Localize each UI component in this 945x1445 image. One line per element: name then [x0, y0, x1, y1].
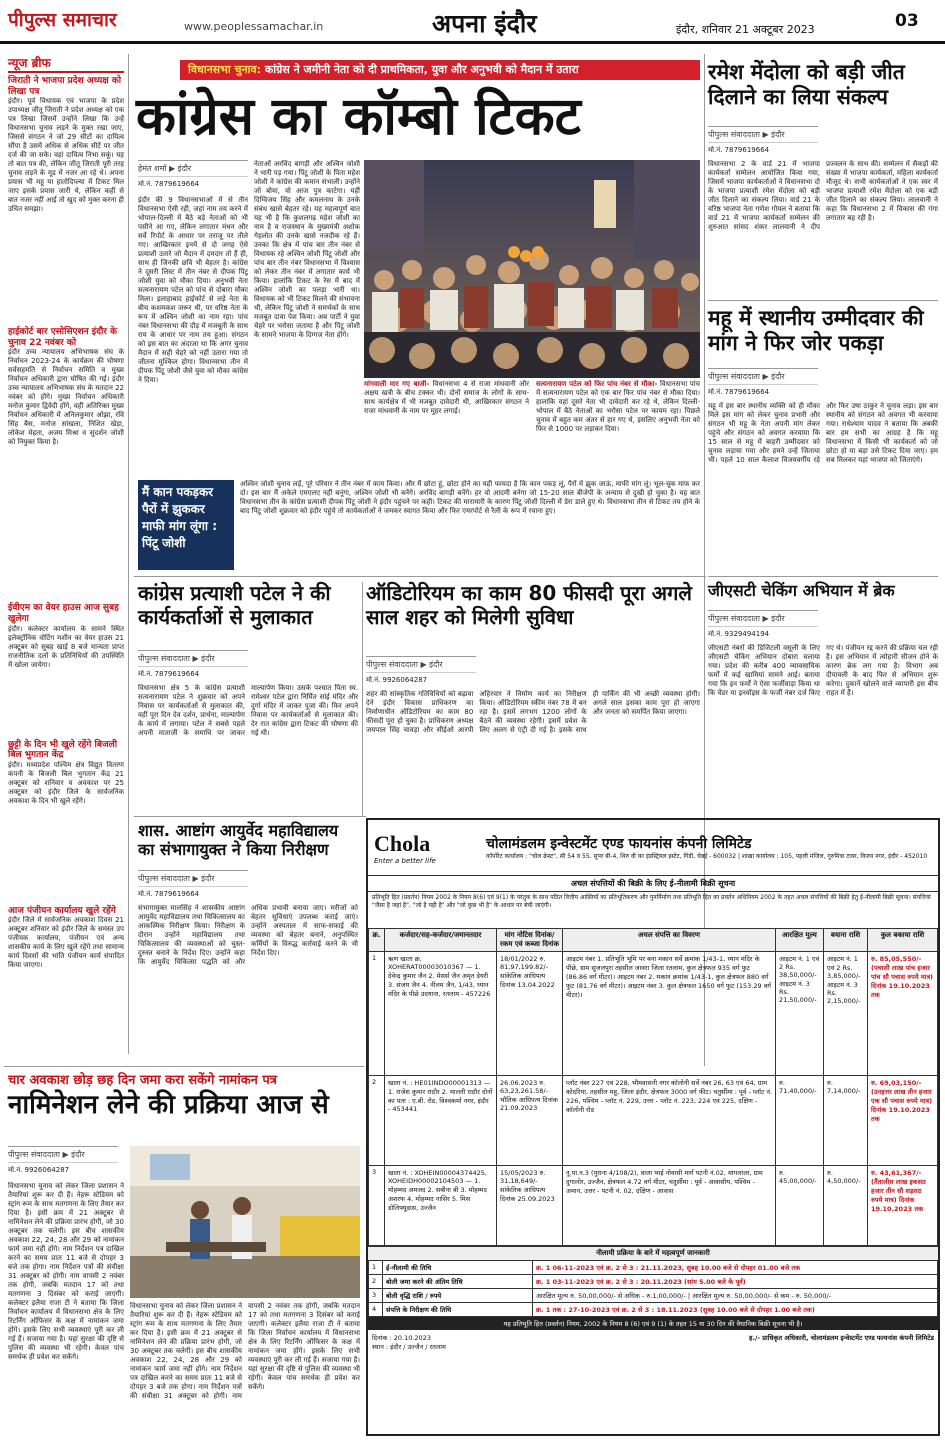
brief-item: [8, 906, 124, 1027]
byline-name: पीपुल्स संवाददाता ▶ इंदौर: [708, 610, 818, 627]
section-divider: [708, 576, 938, 577]
brief-item: [8, 740, 124, 906]
photo-caption-left: [364, 380, 529, 468]
section-divider: [708, 300, 938, 301]
byline-name: पीपुल्स संवाददाता ▶ इंदौर: [138, 650, 248, 667]
date-no: 3: [369, 1289, 383, 1303]
cell-notice: 15/05/2023 रु. 31,18,649/- सांकेतिक आधिपत्य दिनांक 25.09.2023: [497, 1166, 563, 1246]
caption-left-text: विधानसभा 4 से राजा मांधवानी और अक्षय खत्री के बीच टक्कर थी। दोनों समाज के लोगों के साथ-साथ कार्यक्षेत्र में भी मजबूत दावेदारी थी, आखिरकार संगठन ने राजा मांधवानी के नाम पर मुहर लगाई।: [364, 380, 529, 415]
caption-right-text: विधानसभा पांच में सत्यनारायण पटेल को एक बार फिर पांच नंबर से मौका दिया। हालांकि वहां दूसरे नेता भी दावेदारी कर रहे थे, लेकिन दिल्ली-भोपाल में बैठे नेताओं का भरोसा पटेल पर कायम रहा। पिछले चुनाव में बहुत कम अंतर से हार गए थे, इसलिए अनुभवी नेता को फिर से 1000 पर लड़ाकर दिया।: [536, 380, 700, 433]
auditorium-byline: [366, 656, 476, 685]
cell-borrower: खाता नं. : HE01INDO00001313 — 1. राजेश कुमार राठौर 2. मालती राठौर दोनों का पता : ए.बी. रोड, विश्वकर्मा नगर, इंदौर - 453441: [385, 1076, 497, 1166]
lead-byline: [138, 160, 248, 189]
lead-body-col2: नेताओं अरविंद बागड़ी और अश्विन जोशी ने भारी पड़ गया। पिंटू जोशी के पिता महेश जोशी ने कांग्रेस की कमान संभाली। उन्होंने जो बोया, वो आज पुत्र काटेगा। यहीं दिग्विजय सिंह और कमलनाथ के उनके संबंध खासे बेहतर रहे। यह महत्वपूर्ण बात यह भी है कि कुशलगढ़ महेश जोशी का नाम है व राजस्थान के मुख्यमंत्री अशोक गेहलोत की उनके खासे नजदीक रहे हैं। उनका कि क्षेत्र में पांच बार तीन नंबर से विधायक रहे अश्विन जोशी पिंटू जोशी और पांच बार तीन नंबर विधानसभा में विश्वास को लेकर तीन नंबर में लगातार कार्य भी किया। हालांकि टिकट के रेस में बाद में अश्विन जोशी का पलड़ा भारी था। विधायक को भी टिकट मिलने की संभावना थी, लेकिन पिंटू जोशी ने समर्थकों के साथ मजबूत दावा पेश किया। अब पार्टी ने युवा चेहरे पर भरोसा जताया है और पिंटू जोशी के सामने भाजपा के दिग्गज नेता होंगे।: [254, 160, 360, 339]
brief-body: इंदौर। मध्यप्रदेश पश्चिम क्षेत्र विद्युत वितरण कंपनी के बिजली बिल भुगतान केंद्र 21 अक्टूबर को शनिवार व अवकाश पर 25 अक्टूबर को इंदौर जिले के सार्वजनिक अवकाश के दिन भी खुले रहेंगे।: [8, 760, 124, 805]
date-label: बोली वृद्धि राशि / रुपये: [383, 1289, 533, 1303]
quote-box: मैं कान पकड़कर पैरों में झुककर माफी मांग लूंगा : पिंटू जोशी: [138, 480, 234, 570]
brief-title: जिराती ने भाजपा प्रदेश अध्यक्ष को लिखा पत्र: [8, 76, 122, 97]
cell-no: 1: [369, 952, 385, 1076]
date-value: आरक्षित मूल्य रु. 50,00,000/- से अधिक - रु.1,00,000/- | आरक्षित मूल्य रु. 50,00,000/- से कम - रु. 50,000/-: [533, 1289, 938, 1303]
gst-body: जीएसटी नंबरों की डिजिटली वसूली के लिए जीएसटी चेकिंग अभियान दोबारा चलाया गया। प्रदेश की करीब 400 व्यावसायिक फर्मों में कई खामियां सामने आई। बताया गया कि इन फर्मों ने ऐसा फर्जीवाड़ा किया था कि वेंडर या इनवॉइस के फर्जी नंबर दर्ज किए गए थे। पंजीयन रद्द करने की प्रक्रिया चल रही है। इस अभियान में त्योहारी सीजन होने के कारण ब्रेक लग गया है। विभाग अब दीपावली के बाद फिर से अभियान शुरू करेगा। दुकानें खोलने वाले व्यापारी इस बीच राहत में हैं।: [708, 644, 938, 697]
logo-text: Chola: [374, 830, 431, 856]
chola-auction-ad: [366, 818, 940, 1436]
date-no: 4: [369, 1303, 383, 1317]
ad-signatory: ह./- प्राधिकृत अधिकारी, चोलामंडलम इन्वेस्टमेंट एण्ड फायनांस कंपनी लिमिटेड: [749, 1334, 934, 1342]
crowd-photo-image: [364, 160, 700, 378]
lead-kicker: [180, 60, 700, 80]
byline-mobile: मो.नं. 7879619664: [138, 670, 200, 678]
dates-title: नीलामी प्रक्रिया के बारे में महत्वपूर्ण जानकारी: [368, 1246, 938, 1260]
logo-tagline: Enter a better life: [374, 856, 436, 865]
ad-header: [368, 820, 938, 876]
cell-reserve: रु. 45,00,000/-: [776, 1166, 824, 1246]
cell-no: 3: [369, 1166, 385, 1246]
auditorium-body: शहर की सांस्कृतिक गतिविधियों को बढ़ावा देने इंदौर विकास प्राधिकरण का निर्माणाधीन ऑडिटोरियम का काम 80 फीसदी पूरा हो चुका है। प्राधिकरण अध्यक्ष जयपाल सिंह चावड़ा और सीईओ आरपी अहिरवार ने निर्माण कार्य का निरीक्षण किया। ऑडिटोरियम स्कीम नंबर 78 में बन रहा है। इसमें लगभग 1200 लोगों के बैठने की व्यवस्था रहेगी। इसमें प्रवेश के लिए अलग से एंट्री दी गई है। इसके साथ ही पार्किंग की भी अच्छी व्यवस्था होगी। अगले साल इसका काम पूरा हो जाएगा और जनता को समर्पित किया जाएगा।: [366, 690, 700, 734]
date-no: 1: [369, 1261, 383, 1275]
cell-borrower: ऋण खाता क्र. XOHERAT00003010367 — 1. देवेन्द्र कुमार जैन 2. मेसर्स जैन अमृत डेयरी 3. संजय जैन 4. नीलम जैन, 1/43, ध्यान मंदिर के पीछे उदयाना, रतलाम - 457226: [385, 952, 497, 1076]
cell-notice: 18/01/2022 रु. 81,97,199.82/- सांकेतिक आधिपत्य दिनांक 13.04.2022: [497, 952, 563, 1076]
rally-photo: [364, 160, 700, 378]
nomination-body-col2: विधानसभा चुनाव को लेकर जिला प्रशासन ने तैयारियां शुरू कर दी हैं। नेहरू स्टेडियम को स्ट्रांग रूम के साथ मतगणना के लिए तैयार कर दिया है। इसी क्रम में 21 अक्टूबर से नामिनेशन लेने की प्रक्रिया प्रारंभ होगी, जो 30 अक्टूबर तक चलेगी। इस बीच शासकीय अवकाश 22, 24, 28 और 29 को नामांकन फार्म जमा नहीं होंगे। नाम निर्देशन पत्र दाखिल करने का समय प्रातः 11 बजे से दोपहर 3 बजे तक होगा। नाम निर्देशन पत्रों की संवीक्षा 31 अक्टूबर को होगी। नाम वापसी 2 नवंबर तक होगी, जबकि मतदान 17 को तथा मतगणना 3 दिसंबर को कराई जाएगी। कलेक्टर इलैया राजा टी ने बताया कि जिला निर्वाचन कार्यालय में विधानसभा क्षेत्र के लिए रिटर्निंग ऑफिसर के कक्ष में नामांकन जमा होंगे। इसके लिए सभी व्यवस्थाएं पूरी कर ली गई हैं। सजाया गया है। यहां सुरक्षा की दृष्टि से पुलिस की व्यवस्था भी रहेगी। केवल पांच समर्थक ही प्रवेश कर सकेंगे।: [130, 1302, 360, 1400]
date-label: ई-नीलामी की तिथि: [383, 1261, 533, 1275]
column-header: बयाना राशि: [824, 929, 868, 952]
cell-property: आइटम नंबर 1. प्रतिभूति भूमि पर बना मकान सर्वे क्रमांक 1/43-1, ध्यान मंदिर के पीछे, ग्राम सुजलपुरा तहसील जावरा जिला रतलाम, कुल क्षेत्रफल 935 वर्ग फुट (86.86 वर्ग मीटर)। आइटम नंबर 2. मकान क्रमांक 1/43-1, कुल क्षेत्रफल 880 वर्ग फुट (81.76 वर्ग मीटर)। आइटम नंबर 3. कुल क्षेत्रफल 1650 वर्ग फुट (153.29 वर्ग मीटर)।: [563, 952, 776, 1076]
column-divider: [362, 582, 363, 816]
cell-due: रु. 85,05,550/- (पचासी लाख पांच हजार पांच सौ पचास रुपये मात्र) दिनांक 19.10.2023 तक: [868, 952, 938, 1076]
column-header: कर्जदार/सह-कर्जदार/जमानतदार: [385, 929, 497, 952]
nomination-byline: [8, 1146, 118, 1175]
mhow-headline: महू में स्थानीय उम्मीदवार की मांग ने फिर जोर पकड़ा: [708, 306, 924, 355]
byline-name: पीपुल्स संवाददाता ▶ इंदौर: [708, 126, 818, 143]
section-divider: [134, 576, 706, 577]
brief-body: इंदौर। कलेक्टर कार्यालय के सामने स्थित इलेक्ट्रॉनिक वोटिंग मशीन का वेयर हाउस 21 अक्टूबर को सुबह खाई 8 बजे मान्यता प्राप्त राजनीतिक दलों के प्रतिनिधियों की उपस्थिति में खोला जायेगा।: [8, 624, 124, 669]
chola-logo: [368, 831, 482, 865]
ayurved-byline: [138, 870, 248, 899]
byline-name: पीपुल्स संवाददाता ▶ इंदौर: [708, 368, 818, 385]
nomination-photo: [130, 1146, 360, 1298]
column-header: आरक्षित मूल्य: [776, 929, 824, 952]
date-row: [369, 1275, 938, 1289]
ad-place: स्थान : इंदौर / उज्जैन / रतलाम: [372, 1343, 446, 1351]
byline-name: पीपुल्स संवाददाता ▶ इंदौर: [138, 870, 248, 887]
patel-byline: [138, 650, 248, 679]
cell-notice: 26.06.2023 रु. 63,23,261.58/- भौतिक आधिपत्य दिनांक 21.09.2023: [497, 1076, 563, 1166]
column-divider: [128, 54, 129, 1054]
date-row: [369, 1261, 938, 1275]
nomination-body-col1: विधानसभा चुनाव को लेकर जिला प्रशासन ने तैयारियां शुरू कर दी हैं। नेहरू स्टेडियम को स्ट्रांग रूम के साथ मतगणना के लिए तैयार कर दिया है। इसी क्रम में 21 अक्टूबर से नामिनेशन लेने की प्रक्रिया प्रारंभ होगी, जो 30 अक्टूबर तक चलेगी। इस बीच शासकीय अवकाश 22, 24, 28 और 29 को नामांकन फार्म जमा नहीं होंगे। नाम निर्देशन पत्र दाखिल करने का समय प्रातः 11 बजे से दोपहर 3 बजे तक होगा। नाम निर्देशन पत्रों की संवीक्षा 31 अक्टूबर को होगी। नाम वापसी 2 नवंबर तक होगी, जबकि मतदान 17 को तथा मतगणना 3 दिसंबर को कराई जाएगी। कलेक्टर इलैया राजा टी ने बताया कि जिला निर्वाचन कार्यालय में विधानसभा क्षेत्र के लिए रिटर्निंग ऑफिसर के कक्ष में नामांकन जमा होंगे। इसके लिए सभी व्यवस्थाएं पूरी कर ली गई हैं। सजाया गया है। यहां सुरक्षा की दृष्टि से पुलिस की व्यवस्था भी रहेगी। केवल पांच समर्थक ही प्रवेश कर सकेंगे।: [8, 1182, 124, 1361]
date-label: संपत्ति के निरीक्षण की तिथि: [383, 1303, 533, 1317]
cell-emd: आइटम नं. 1 एवं 2 Rs. 3,85,000/- आइटम नं. 3 Rs. 2,15,000/-: [824, 952, 868, 1076]
cell-reserve: आइटम नं. 1 एवं 2 Rs. 38,50,000/- आइटम नं. 3 Rs. 21,50,000/-: [776, 952, 824, 1076]
byline-name: पीपुल्स संवाददाता ▶ इंदौर: [366, 656, 476, 673]
brief-label: न्यूज ब्रीफ: [8, 54, 124, 73]
ayurved-headline: शास. आष्टांग आयुर्वेद महाविद्यालय का संभागायुक्त ने किया निरीक्षण: [138, 821, 339, 859]
cell-emd: रु. 7,14,000/-: [824, 1076, 868, 1166]
column-header: मांग नोटिस दिनांक/रकम एवं कब्जा दिनांक: [497, 929, 563, 952]
column-header: क्र.: [369, 929, 385, 952]
date-row: [369, 1289, 938, 1303]
ayurved-body: संभागायुक्त मालसिंह ने शासकीय आष्टांग आयुर्वेद महाविद्यालय तथा चिकित्सालय का आकस्मिक निरीक्षण किया। निरीक्षण के दौरान उन्होंने महाविद्यालय तथा चिकित्सालय की व्यवस्थाओं को चुस्त-दुरुस्त बनाने के निर्देश दिए। उन्होंने कहा कि आयुर्वेद चिकित्सा पद्धति को और अधिक प्रभावी बनाया जाए। मरीजों को बेहतर सुविधाएं उपलब्ध कराई जाएं। उन्होंने अस्पताल में साफ-सफाई की व्यवस्था को बेहतर बनाने, अनुपस्थित कर्मियों के विरुद्ध कार्रवाई करने के भी निर्देश दिए।: [138, 904, 358, 966]
kicker-label: विधानसभा चुनाव:: [188, 63, 261, 76]
news-brief-column: [8, 54, 124, 1054]
brief-title: आज पंजीयन कार्यालय खुले रहेंगे: [8, 905, 116, 916]
notice-title: अचल संपत्तियों की बिक्री के लिए ई-नीलामी बिक्री सूचना: [368, 876, 938, 892]
nomination-headline: नामिनेशन लेने की प्रक्रिया आज से: [8, 1090, 329, 1120]
company-name: चोलामंडलम इन्वेस्टमेंट एण्ड फायनांस कंपनी लिमिटेड: [486, 836, 752, 852]
brief-item: [8, 603, 124, 739]
column-header: कुल बकाया राशि: [868, 929, 938, 952]
cell-borrower: खाता नं. : XOHEIN00004374425, XOHEIDH00002104503 — 1. मोहम्मद अमजद 2. सबीना बी 3. मोहम्मद अशरफ 4. मोहम्मद नासिर 5. मिस डोलिफ्यूडास, उज्जैन: [385, 1166, 497, 1246]
brief-title: छुट्टी के दिन भी खुले रहेंगे बिजली बिल भुगतान केंद्र: [8, 739, 118, 761]
cell-reserve: रु. 71,40,000/-: [776, 1076, 824, 1166]
lead-body-col1: इंदौर की 9 विधानसभाओं में से तीन विधानसभा ऐसी रही, जहां नाम तय करने में भोपाल-दिल्ली में बैठे बड़े नेताओं को भी पसीने आ गए, लेकिन लगातार मंथन और सर्वे रिपोर्ट के आधार पर तराजू पर तौले गए। आखिरकार इनमें से दो जगह ऐसे प्रत्याशी उतारे जो मैदान में दमदार तो हैं ही, साथ ही जिनकी छवि भी बेहतर है। कांग्रेस ने दूसरी लिस्ट में तीन नंबर से दीपक पिंटू जोशी युवा को मौका दिया। अनुभवी नेता सत्यनारायण पटेल को पांच से दोबारा मौका मिला। इलाहाबाद हाईकोर्ट से लड़े नेता के बीच कशमकश जरूर थी, पर वरिष्ठ नेता के रूप में अश्विन जोशी का नाम रहा। पांच नंबर विधानसभा की दौड़ में मजबूती के साथ राय के आधार पर नाम तय हुआ। संगठन को इस बात का अंदाजा था कि अगर चुनाव मैदान में सही चेहरे को नहीं उतारा गया तो जीतना मुश्किल होगा। विधानसभा तीन में दीपक पिंटू जोशी जैसे युवा को मौका कांग्रेस ने दिया।: [138, 196, 248, 384]
section-divider: [134, 816, 366, 817]
caption-left-head: मांगवाली मार गए बाजी-: [364, 380, 430, 388]
byline-name: पीपुल्स संवाददाता ▶ इंदौर: [8, 1146, 118, 1163]
dateline: इंदौर, शनिवार 21 अक्टूबर 2023: [676, 23, 815, 36]
mendola-byline: [708, 126, 818, 155]
brief-item: [8, 76, 124, 327]
date-row: [369, 1303, 938, 1317]
ad-footer-note: यह प्रतिभूति हित (प्रवर्तन) नियम, 2002 के नियम 8 (6) एवं 9 (1) के तहत 15 या 30 दिन की वैधानिक बिक्री सूचना भी है।: [368, 1317, 938, 1330]
company-block: [482, 832, 938, 863]
table-header-row: [369, 929, 938, 952]
ad-date: दिनांक : 20.10.2023: [372, 1334, 431, 1342]
brief-title: ईवीएम का वेयर हाउस आज सुबह खुलेगा: [8, 603, 119, 625]
auction-table: [368, 928, 938, 1246]
byline-mobile: मो.नं. 7879619664: [708, 388, 770, 396]
date-value: क्र. 1 तक : 27-10-2023 एवं क्र. 2 से 3 : 18.11.2023 (सुबह 10.00 बजे से दोपहर 1.00 बजे तक): [533, 1303, 938, 1317]
section-divider: [4, 1066, 364, 1067]
mhow-body: महू में इस बार स्थानीय व्यक्ति को ही मौका मिले इस मांग को लेकर चुनाव प्रभारी और संगठन भी महू के नेता अपनी मांग लेकर पहुंचे और संगठन को अवगत करवाया कि 15 साल से महू में बाहरी उम्मीदवार को चुनाव लड़ाया गया और हमने उन्हें जिताया भी। पहले 10 साल कैलाश विजयवर्गीय रहे और फिर उषा ठाकुर ने चुनाव लड़ा। इस बार स्थानीय को संगठन को अवगत भी करवाया गया। राधेश्याम यादव ने बताया कि अबकी बार हम सभी का आग्रह है कि महू विधानसभा में किसी भी कार्यकर्ता को जो छोटा हो या बड़ा उसे टिकट दिया जाए। हम सब मिलकर यहां भाजपा को जिताएंगे।: [708, 402, 938, 464]
byline-name: हेमंत शर्मा ▶ इंदौर: [138, 160, 248, 177]
cell-property: प्लॉट नंबर 227 एवं 228, भौमवासनी नगर कॉलोनी सर्वे नंबर 26, 63 एवं 64, ग्राम कोदरिया, तहसील महू, जिला इंदौर, क्षेत्रफल 3000 वर्ग फीट। चतुर्सीमा : पूर्व - प्लॉट नं. 226, पश्चिम - प्लॉट नं. 229, उत्तर - प्लॉट नं. 223, 224 एवं 225, दक्षिण - कॉलोनी रोड: [563, 1076, 776, 1166]
office-photo-image: [130, 1146, 360, 1298]
brand-logo: पीपुल्स समाचार: [8, 9, 117, 31]
date-label: बोली जमा करने की अंतिम तिथि: [383, 1275, 533, 1289]
mhow-byline: [708, 368, 818, 397]
section-title: अपना इंदौर: [432, 9, 537, 38]
byline-mobile: मो.नं. 9926064287: [8, 1166, 70, 1174]
ad-signature-row: [368, 1330, 938, 1354]
table-row: [369, 1166, 938, 1246]
column-header: अचल संपत्ति का विवरण: [563, 929, 776, 952]
kicker-text: कांग्रेस ने जमीनी नेता को दी प्राथमिकता, युवा और अनुभवी को मैदान में उतारा: [264, 63, 579, 76]
cell-due: रु. 43,61,367/- (तैंतालीस लाख इकसठ हजार तीन सौ सड़सठ रुपये मात्र) दिनांक 19.10.2023 तक: [868, 1166, 938, 1246]
date-value: क्र. 1 06-11-2023 एवं क्र. 2 से 3 : 21.11.2023, सुबह 10.00 बजे से दोपहर 01.00 बजे तक: [533, 1261, 938, 1275]
table-row: [369, 1076, 938, 1166]
gst-headline: जीएसटी चेकिंग अभियान में ब्रेक: [708, 581, 895, 600]
auction-dates-table: [368, 1260, 938, 1317]
brief-body: इंदौर उच्च न्यायालय अभिभाषक संघ के निर्वाचन 2023-24 के कार्यक्रम की घोषणा सर्वसहमति से निर्वाचन समिति व मुख्य निर्वाचन अधिकारी द्वारा घोषित की गई। इंदौर उच्च न्यायालय अभिभाषक संघ के मतदान 22 नवंबर को होंगे। मुख्य निर्वाचन अधिकारी मनोज कुमार द्विवेदी होंगे, वहीं अतिरिक्त मुख्य निर्वाचन अधिकारी में अनिलकुमार ओझा, रवि सिंह बैस, मनोज सांखला, निशित खेड़ा, लोकेश मेहता, अजय मिश्रा व सुदर्शन जोशी को नियुक्त किया है।: [8, 348, 124, 447]
byline-mobile: मो.नं. 9926064287: [366, 676, 428, 684]
company-address: कॉर्पोरेट कार्यालय : "चोल क्रेस्ट", सी 54 व 55, सुपर बी-4, थिरु वी का इंडस्ट्रियल इस्टेट, गिंडी, चेन्नई - 600032 | शाखा कार्यालय : 105, पहली मंजिल, गुरुमित्रा टावर, विजय नगर, इंदौर - 452010: [486, 853, 928, 860]
cell-no: 2: [369, 1076, 385, 1166]
patel-headline: कांग्रेस प्रत्याशी पटेल ने की कार्यकर्ताओं से मुलाकात: [138, 581, 331, 629]
brief-title: हाईकोर्ट बार एसोसिएशन इंदौर के चुनाव 22 नवंबर को: [8, 327, 118, 348]
gst-byline: [708, 610, 818, 639]
lead-headline: कांग्रेस का कॉम्बो टिकट: [136, 87, 581, 147]
cell-emd: रु. 4,50,000/-: [824, 1166, 868, 1246]
page-number: 03: [895, 11, 919, 31]
cell-property: नू.पा.न.3 (पुराना 4/108/2), वाला भाई नोवासी मार्ग पटनी नं.02, मांगलाला, ग्राम दुगालोर, उज्जैन, क्षेत्रफल 4.72 वर्ग मीटर, चतुर्सीमा : पूर्व - आवासीय, पश्चिम - अमान, उत्तर - पटनी नं. 02, दक्षिण - आवास: [563, 1166, 776, 1246]
table-row: [369, 952, 938, 1076]
brief-body: इंदौर जिले में सार्वजनिक अवकाश दिवस 21 अक्टूबर शनिवार को इंदौर जिले के समस्त उप पंजीयक कार्यालय, पंजीयन एवं अन्य शासकीय कार्य के लिए खुले रहेंगे तथा सामान्य कार्य दिवसों की भांति पंजीयन कार्य संपादित किया जाएगा।: [8, 916, 124, 970]
nomination-kicker: चार अवकाश छोड़ छह दिन जमा करा सकेंगे नामांकन पत्र: [8, 1073, 277, 1088]
mendola-headline: रमेश मेंदोला को बड़ी जीत दिलाने का लिया संकल्प: [708, 60, 905, 109]
byline-mobile: मो.नं. 9329494194: [708, 630, 770, 638]
byline-mobile: मो.नं. 7879619664: [708, 146, 770, 154]
caption-right-head: सत्यनारायण पटेल को फिर पांच नंबर से मौका-: [536, 380, 658, 388]
brief-body: इंदौर। पूर्व विधायक एवं भाजपा के प्रदेश उपाध्यक्ष जीतू जिराती ने प्रदेश अध्यक्ष को एक पत्र लिखा जिसमें उन्होंने लिखा कि उन्हें विधानसभा चुनाव लड़ने के मुक्त रखा जाए, जिससे संगठन ने जो 29 सीटों का दायित्व सौंपा है उसमें अधिक से अधिक सीटें पर जीत दर्ज की जा सके। वहां दायित्व निभा सकूं। यह तो बात पत्र की, लेकिन जीतू जिराती पूरी तरह चुनाव लड़ने के मूड में नजर आ रहे थे। अपना प्रयास भी महू या हातोदिप्ल्या में टिकट मिल जाए इसके प्रयास जारी थे, लेकिन कहीं से बात नजर नहीं आई तो खुद को मुक्त करना ही उचित समझा।: [8, 97, 124, 214]
notice-text: प्रतिभूति हित (प्रवर्तन) नियम 2002 के नियम 8(6) एवं 9(1) के परंतुक के साथ पठित वित्तीय आस्तियों का प्रतिभूतिकरण और पुनर्निर्माण तथा प्रतिभूति हित का प्रवर्तन अधिनियम 2002 के तहत अचल संपत्तियों की बिक्री हेतु ई-नीलामी बिक्री सूचना। संपत्तियां "जैसा है जहां है", "जो है यही है" और "जो कुछ भी है" के आधार पर बेची जाएंगी।: [372, 894, 931, 909]
date-no: 2: [369, 1275, 383, 1289]
photo-caption-right: [536, 380, 700, 468]
cell-due: रु. 69,03,150/- (उनहत्तर लाख तीन हजार एक सौ पचास रुपये मात्र) दिनांक 19.10.2023 तक: [868, 1076, 938, 1166]
patel-body: विधानसभा क्षेत्र 5 के कांग्रेस प्रत्याशी सत्यनारायण पटेल ने शुक्रवार को अपने निवास पर कार्यकर्ताओं से मुलाकात की, वहीं पूरा दिन देव दर्शन, प्रार्थना, माल्यार्पण के कार्य में लगाया। पटेल ने सबसे पहले अपनी माताजी के समाधि पर जाकर माल्यार्पण किया। उसके पश्चात पिता स्व. रामेश्वर पटेल द्वारा निर्मित सांई मंदिर और दुर्गा मंदिर में जाकर पूजा की। फिर अपने निवास पर कार्यकर्ताओं से मुलाकात की। देर रात कांग्रेस द्वारा टिकट की घोषणा की गई थी।: [138, 684, 358, 737]
brief-item: [8, 327, 124, 603]
date-value: क्र. 1 03-11-2023 एवं क्र. 2 से 3 : 20.11.2023 (सांय 5.00 बजे के पूर्व): [533, 1275, 938, 1289]
mendola-body: विधानसभा 2 के वार्ड 21 में भाजपा कार्यकर्ता सम्मेलन आयोजित किया गया, जिसमें भाजपा कार्यकर्ताओं ने विधानसभा दो के भाजपा प्रत्याशी रमेश मेंदोला को बड़ी जीत दिलाने का संकल्प लिया। वार्ड 21 के वरिष्ठ भाजपा नेता गणेश गोयल ने बताया कि वार्ड 21 में भाजपा कार्यकर्ता सम्मेलन की शुरुआत सांसद शंकर लालवानी ने दीप प्रज्वलन के साथ की। सम्मेलन में सैकड़ों की संख्या में भाजपा कार्यकर्ता, महिला कार्यकर्ता मौजूद थे। सभी कार्यकर्ताओं ने एक स्वर में भाजपा प्रत्याशी रमेश मेंदोला को एक बड़ी जीत दिलाने का संकल्प लिया। लालवानी ने कहा कि विधानसभा 2 में विकास की गंगा लगातार बह रही है।: [708, 160, 938, 231]
site-url[interactable]: www.peoplessamachar.in: [184, 20, 324, 33]
byline-mobile: मो.नं. 7879619664: [138, 890, 200, 898]
byline-mobile: मो.नं. 7879619664: [138, 180, 200, 188]
auditorium-headline: ऑडिटोरियम का काम 80 फीसदी पूरा अगले साल शहर को मिलेगी सुविधा: [366, 581, 692, 629]
lead-body-bottom: अश्विन जोशी चुनाव लड़ें, पूरे परिवार ने तीन नंबर में काम किया। और मैं छोटा हूं, छोटा होने का यही फायदा है कि कान पकड़ लूं, पैरों में झुक जाऊं, माफी मांग लूं। भूल-चूक माफ कर दो। इस बार मैं अकेले एमएलए नहीं बनूंगा, अश्विन जोशी भी बनेंगे। अरविंद बागड़ी बनेंगे। हर वो आदमी बनेगा जो 15-20 साल बीजेपी के अन्याय से दुखी हो चुका है। यह बात विधानसभा तीन के कांग्रेस प्रत्याशी दीपक पिंटू जोशी ने इंदौर पहुंचने पर कही। टिकट की मारामारी के कारण पिंटू जोशी दिल्ली में डेरा डाले हुए थे। विधानसभा तीन से टिकट तय होने के बाद पिंटू जोशी शुक्रवार को इंदौर पहुंचे तो कार्यकर्ताओं ने जमकर स्वागत किया और फिर एयरपोर्ट से रैली के रूप में रवाना हुए।: [240, 480, 700, 515]
